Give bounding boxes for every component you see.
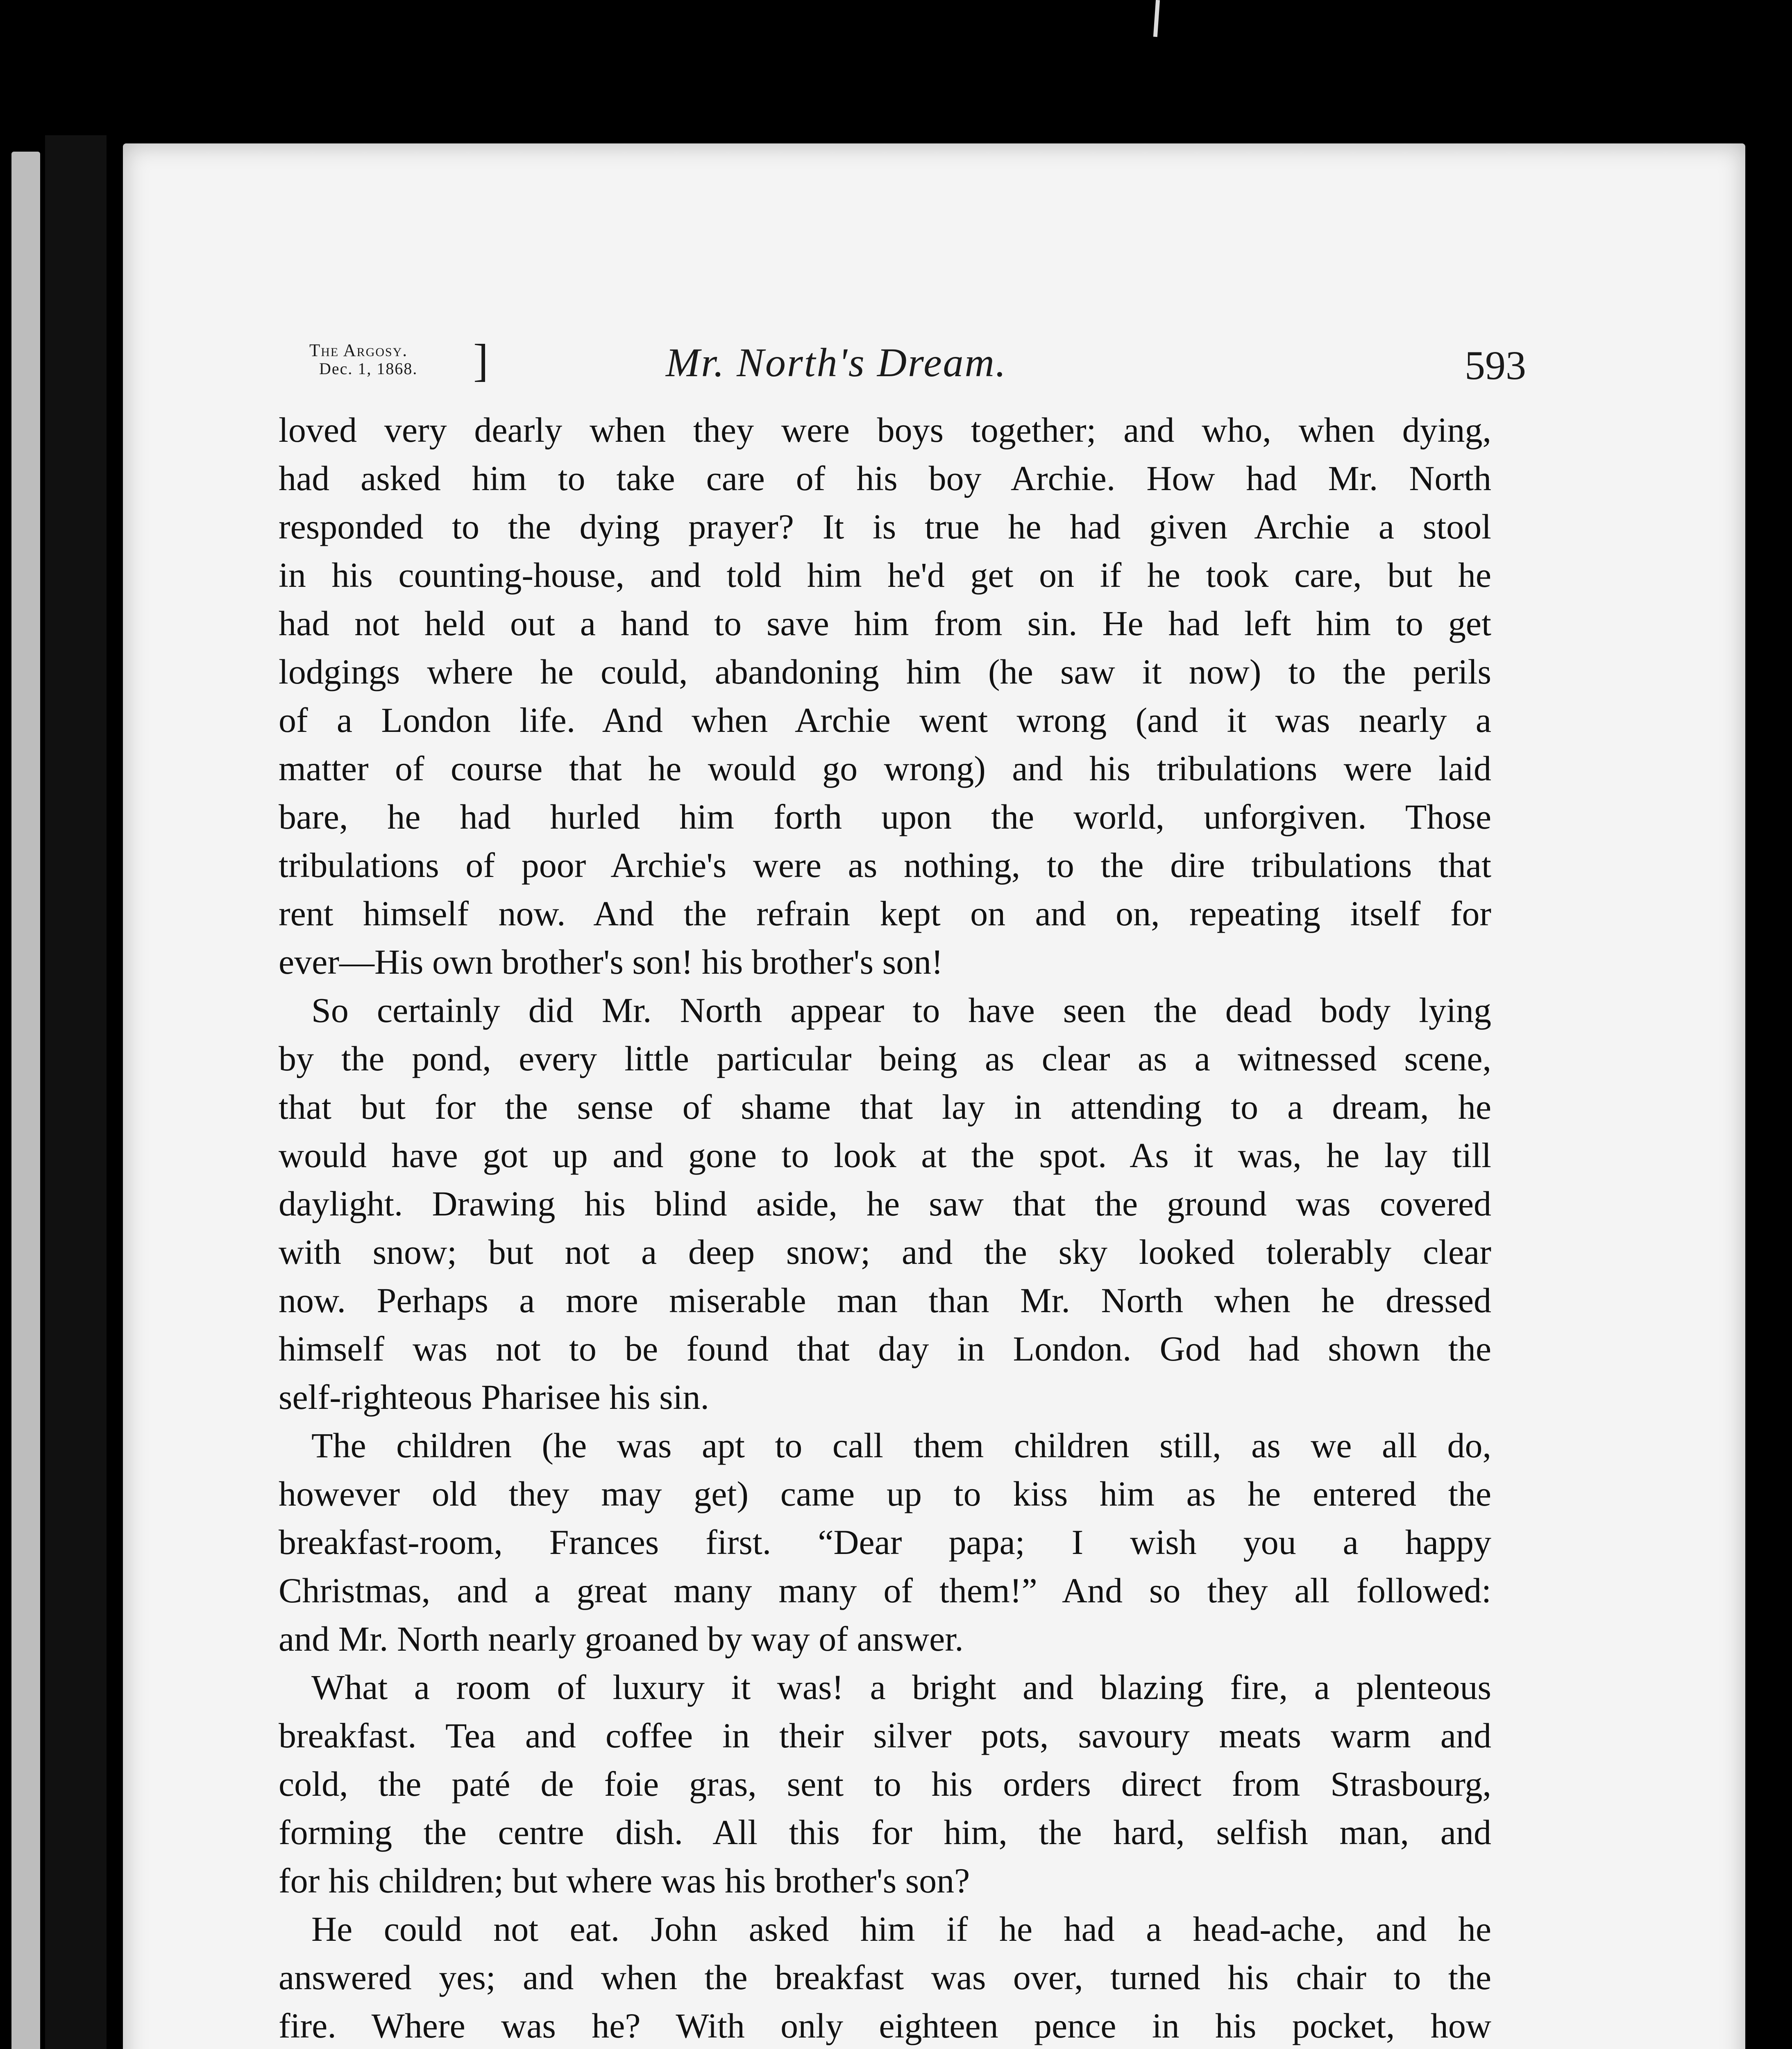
paragraph bbox=[279, 986, 1491, 1421]
text-line: for his children; but where was his brother's son? bbox=[279, 1861, 970, 1900]
running-head-publication: The Argosy. bbox=[309, 341, 408, 360]
running-head-date: Dec. 1, 1868. bbox=[319, 359, 418, 378]
text-line: in his counting-house, and told him he'd get on if he took care, but he bbox=[279, 555, 1491, 595]
running-head-bracket: ] bbox=[473, 335, 489, 386]
text-line: however old they may get) came up to kiss him as he entered the bbox=[279, 1474, 1491, 1513]
book-gutter-shadow bbox=[45, 135, 107, 2049]
text-line: himself was not to be found that day in London. God had shown the bbox=[279, 1329, 1491, 1368]
text-line: tribulations of poor Archie's were as nothing, to the dire tribulations that bbox=[279, 845, 1491, 885]
paragraph bbox=[279, 1663, 1491, 1905]
text-line: that but for the sense of shame that lay in attending to a dream, he bbox=[279, 1087, 1491, 1127]
text-line: had asked him to take care of his boy Archie. How had Mr. North bbox=[279, 459, 1491, 498]
adjacent-page-edge bbox=[11, 152, 40, 2049]
text-line: self-righteous Pharisee his sin. bbox=[279, 1377, 709, 1417]
text-line: had not held out a hand to save him from sin. He had left him to get bbox=[279, 604, 1491, 643]
paragraph bbox=[279, 406, 1491, 986]
text-line: responded to the dying prayer? It is true he had given Archie a stool bbox=[279, 507, 1491, 546]
paragraph bbox=[279, 1421, 1491, 1663]
text-line: matter of course that he would go wrong) and his tribulations were laid bbox=[279, 749, 1491, 788]
text-line: What a room of luxury it was! a bright and blazing fire, a plenteous bbox=[311, 1667, 1491, 1707]
text-line: forming the centre dish. All this for him, the hard, selfish man, and bbox=[279, 1813, 1491, 1852]
body-text bbox=[279, 406, 1491, 2049]
page-number: 593 bbox=[1465, 343, 1526, 388]
text-line: The children (he was apt to call them children still, as we all do, bbox=[311, 1426, 1491, 1465]
text-line: rent himself now. And the refrain kept on and on, repeating itself for bbox=[279, 894, 1491, 933]
text-line: So certainly did Mr. North appear to have seen the dead body lying bbox=[311, 990, 1491, 1030]
text-line: Christmas, and a great many many of them!” And so they all followed: bbox=[279, 1571, 1491, 1610]
page-header bbox=[309, 335, 1526, 389]
text-line: fire. Where was he? With only eighteen pence in his pocket, how bbox=[279, 2006, 1491, 2045]
text-line: now. Perhaps a more miserable man than Mr. North when he dressed bbox=[279, 1281, 1491, 1320]
text-line: and Mr. North nearly groaned by way of answer. bbox=[279, 1619, 964, 1658]
text-line: ever—His own brother's son! his brother's son! bbox=[279, 942, 943, 981]
text-line: of a London life. And when Archie went wrong (and it was nearly a bbox=[279, 700, 1491, 740]
text-line: breakfast-room, Frances first. “Dear papa; I wish you a happy bbox=[279, 1522, 1491, 1562]
chapter-title: Mr. North's Dream. bbox=[666, 340, 1007, 385]
text-line: loved very dearly when they were boys together; and who, when dying, bbox=[279, 410, 1491, 450]
text-line: with snow; but not a deep snow; and the sky looked tolerably clear bbox=[279, 1232, 1491, 1272]
text-line: would have got up and gone to look at the spot. As it was, he lay till bbox=[279, 1136, 1491, 1175]
scan-scratch-mark bbox=[1153, 0, 1160, 37]
text-line: lodgings where he could, abandoning him (he saw it now) to the perils bbox=[279, 652, 1491, 691]
text-line: by the pond, every little particular being as clear as a witnessed scene, bbox=[279, 1039, 1491, 1078]
text-line: bare, he had hurled him forth upon the world, unforgiven. Those bbox=[279, 797, 1491, 836]
text-line: daylight. Drawing his blind aside, he saw that the ground was covered bbox=[279, 1184, 1491, 1223]
text-line: He could not eat. John asked him if he had a head-ache, and he bbox=[311, 1909, 1491, 1949]
running-head bbox=[309, 342, 417, 378]
text-line: answered yes; and when the breakfast was over, turned his chair to the bbox=[279, 1958, 1491, 1997]
text-line: cold, the paté de foie gras, sent to his orders direct from Strasbourg, bbox=[279, 1764, 1491, 1804]
text-line: breakfast. Tea and coffee in their silver pots, savoury meats warm and bbox=[279, 1716, 1491, 1755]
paragraph bbox=[279, 1905, 1491, 2049]
